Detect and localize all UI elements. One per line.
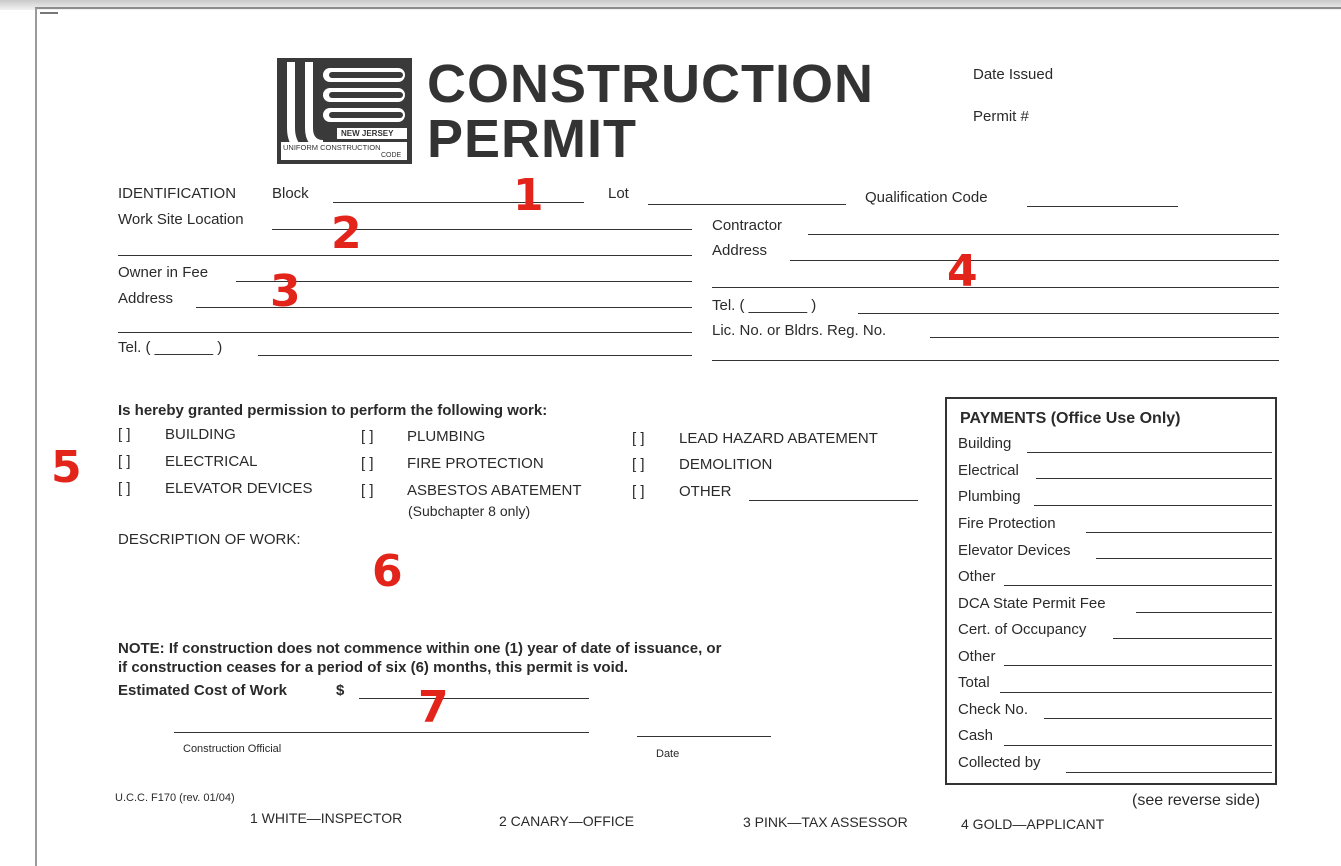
- lot-label: Lot: [608, 185, 629, 202]
- annotation-5: 5: [51, 442, 82, 493]
- work-type-elevator: ELEVATOR DEVICES: [165, 480, 313, 497]
- payment-electrical-label: Electrical: [958, 462, 1019, 479]
- work-type-fire-protection: FIRE PROTECTION: [407, 455, 544, 472]
- payment-elevator-field[interactable]: [1096, 558, 1272, 559]
- note-line-1: NOTE: If construction does not commence within one (1) year of date of issuance, or: [118, 640, 722, 657]
- form-id: U.C.C. F170 (rev. 01/04): [115, 792, 235, 804]
- checkbox-electrical[interactable]: [ ]: [118, 453, 131, 470]
- checkbox-building[interactable]: [ ]: [118, 426, 131, 443]
- annotation-6: 6: [372, 546, 403, 597]
- payment-cash-label: Cash: [958, 727, 994, 744]
- contractor-tel-field[interactable]: [858, 313, 1279, 314]
- lot-field[interactable]: [648, 204, 846, 205]
- payment-fire-protection-label: Fire Protection: [958, 515, 1056, 532]
- annotation-7: 7: [418, 682, 449, 733]
- payment-elevator-label: Elevator Devices: [958, 542, 1071, 559]
- page-title-line2: PERMIT: [427, 109, 638, 169]
- work-type-plumbing: PLUMBING: [407, 428, 486, 445]
- contractor-address-field-2[interactable]: [712, 287, 1279, 288]
- payment-plumbing-field[interactable]: [1034, 505, 1272, 506]
- payment-other-field[interactable]: [1004, 585, 1272, 586]
- page-top-edge: [35, 7, 1341, 9]
- payment-other2-field[interactable]: [1004, 665, 1272, 666]
- work-type-asbestos: ASBESTOS ABATEMENT: [407, 482, 582, 499]
- see-reverse-side: (see reverse side): [1132, 792, 1261, 809]
- payment-check-no-field[interactable]: [1044, 718, 1272, 719]
- annotation-2: 2: [331, 208, 362, 259]
- permit-number-label: Permit #: [973, 108, 1029, 125]
- payment-check-no-label: Check No.: [958, 701, 1029, 718]
- checkbox-asbestos[interactable]: [ ]: [361, 482, 374, 499]
- license-number-label: Lic. No. or Bldrs. Reg. No.: [712, 322, 887, 339]
- estimated-cost-field[interactable]: [359, 698, 589, 699]
- payment-collected-by-field[interactable]: [1066, 772, 1272, 773]
- copy-4-label: 4 GOLD—APPLICANT: [961, 816, 1105, 832]
- work-site-location-label: Work Site Location: [118, 211, 244, 228]
- copy-1-label: 1 WHITE—INSPECTOR: [250, 810, 403, 826]
- page-title-line1: CONSTRUCTION: [427, 54, 874, 114]
- checkbox-fire-protection[interactable]: [ ]: [361, 455, 374, 472]
- ucc-logo: [277, 58, 412, 164]
- estimated-cost-label: Estimated Cost of Work: [118, 682, 287, 699]
- contractor-label: Contractor: [712, 217, 783, 234]
- logo-code: CODE: [381, 152, 402, 159]
- qualification-code-field[interactable]: [1027, 206, 1178, 207]
- identification-label: IDENTIFICATION: [118, 185, 237, 202]
- other-work-field[interactable]: [749, 500, 918, 501]
- payment-dca-fee-field[interactable]: [1136, 612, 1272, 613]
- checkbox-plumbing[interactable]: [ ]: [361, 428, 374, 445]
- payments-box: [945, 397, 1277, 785]
- payment-building-field[interactable]: [1027, 452, 1272, 453]
- work-type-electrical: ELECTRICAL: [165, 453, 258, 470]
- page-left-edge: [35, 8, 37, 866]
- payment-dca-fee-label: DCA State Permit Fee: [958, 595, 1106, 612]
- owner-in-fee-field[interactable]: [236, 281, 692, 282]
- payment-other-label: Other: [958, 568, 996, 585]
- payments-title: PAYMENTS (Office Use Only): [960, 410, 1181, 427]
- owner-address-label: Address: [118, 290, 174, 307]
- license-number-field[interactable]: [930, 337, 1279, 338]
- copy-3-label: 3 PINK—TAX ASSESSOR: [743, 814, 908, 830]
- owner-tel-field[interactable]: [258, 355, 692, 356]
- permission-intro: Is hereby granted permission to perform the following work:: [118, 402, 548, 419]
- annotation-1: 1: [513, 170, 544, 221]
- contractor-address-label: Address: [712, 242, 768, 259]
- work-site-location-field-2[interactable]: [118, 255, 692, 256]
- payment-electrical-field[interactable]: [1036, 478, 1272, 479]
- logo-state: NEW JERSEY: [341, 129, 394, 138]
- annotation-4: 4: [947, 246, 978, 297]
- work-type-other: OTHER: [679, 483, 732, 500]
- checkbox-demolition[interactable]: [ ]: [632, 456, 645, 473]
- date-issued-label: Date Issued: [973, 66, 1054, 83]
- qualification-code-label: Qualification Code: [865, 189, 988, 206]
- payment-other2-label: Other: [958, 648, 996, 665]
- signature-date-label: Date: [656, 748, 680, 760]
- checkbox-other[interactable]: [ ]: [632, 483, 645, 500]
- payment-plumbing-label: Plumbing: [958, 488, 1021, 505]
- owner-in-fee-label: Owner in Fee: [118, 264, 209, 281]
- work-type-demolition: DEMOLITION: [679, 456, 773, 473]
- construction-official-label: Construction Official: [183, 743, 282, 755]
- block-label: Block: [272, 185, 309, 202]
- corner-mark: [40, 12, 58, 14]
- payment-cash-field[interactable]: [1004, 745, 1272, 746]
- contractor-extra-field[interactable]: [712, 360, 1279, 361]
- owner-address-field-2[interactable]: [118, 332, 692, 333]
- signature-date-line[interactable]: [637, 736, 771, 737]
- payment-total-label: Total: [958, 674, 990, 691]
- logo-caption: UNIFORM CONSTRUCTION: [283, 143, 381, 152]
- payment-cert-occupancy-field[interactable]: [1113, 638, 1272, 639]
- contractor-field[interactable]: [808, 234, 1279, 235]
- payment-fire-protection-field[interactable]: [1086, 532, 1272, 533]
- construction-official-signature-line[interactable]: [174, 732, 589, 733]
- payment-building-label: Building: [958, 435, 1012, 452]
- payment-total-field[interactable]: [1000, 692, 1272, 693]
- work-type-lead-hazard: LEAD HAZARD ABATEMENT: [679, 430, 878, 447]
- payment-collected-by-label: Collected by: [958, 754, 1041, 771]
- owner-tel-label: Tel. ( _______ ): [118, 339, 223, 356]
- payment-cert-occupancy-label: Cert. of Occupancy: [958, 621, 1087, 638]
- asbestos-subchapter-note: (Subchapter 8 only): [408, 503, 531, 519]
- copy-2-label: 2 CANARY—OFFICE: [499, 813, 635, 829]
- cost-currency: $: [336, 682, 345, 699]
- contractor-tel-label: Tel. ( _______ ): [712, 297, 817, 314]
- checkbox-lead-hazard[interactable]: [ ]: [632, 430, 645, 447]
- checkbox-elevator[interactable]: [ ]: [118, 480, 131, 497]
- annotation-3: 3: [270, 266, 301, 317]
- work-type-building: BUILDING: [165, 426, 236, 443]
- contractor-address-field[interactable]: [790, 260, 1279, 261]
- block-field[interactable]: [333, 202, 584, 203]
- description-of-work-label: DESCRIPTION OF WORK:: [118, 531, 301, 548]
- note-line-2: if construction ceases for a period of six (6) months, this permit is void.: [118, 659, 629, 676]
